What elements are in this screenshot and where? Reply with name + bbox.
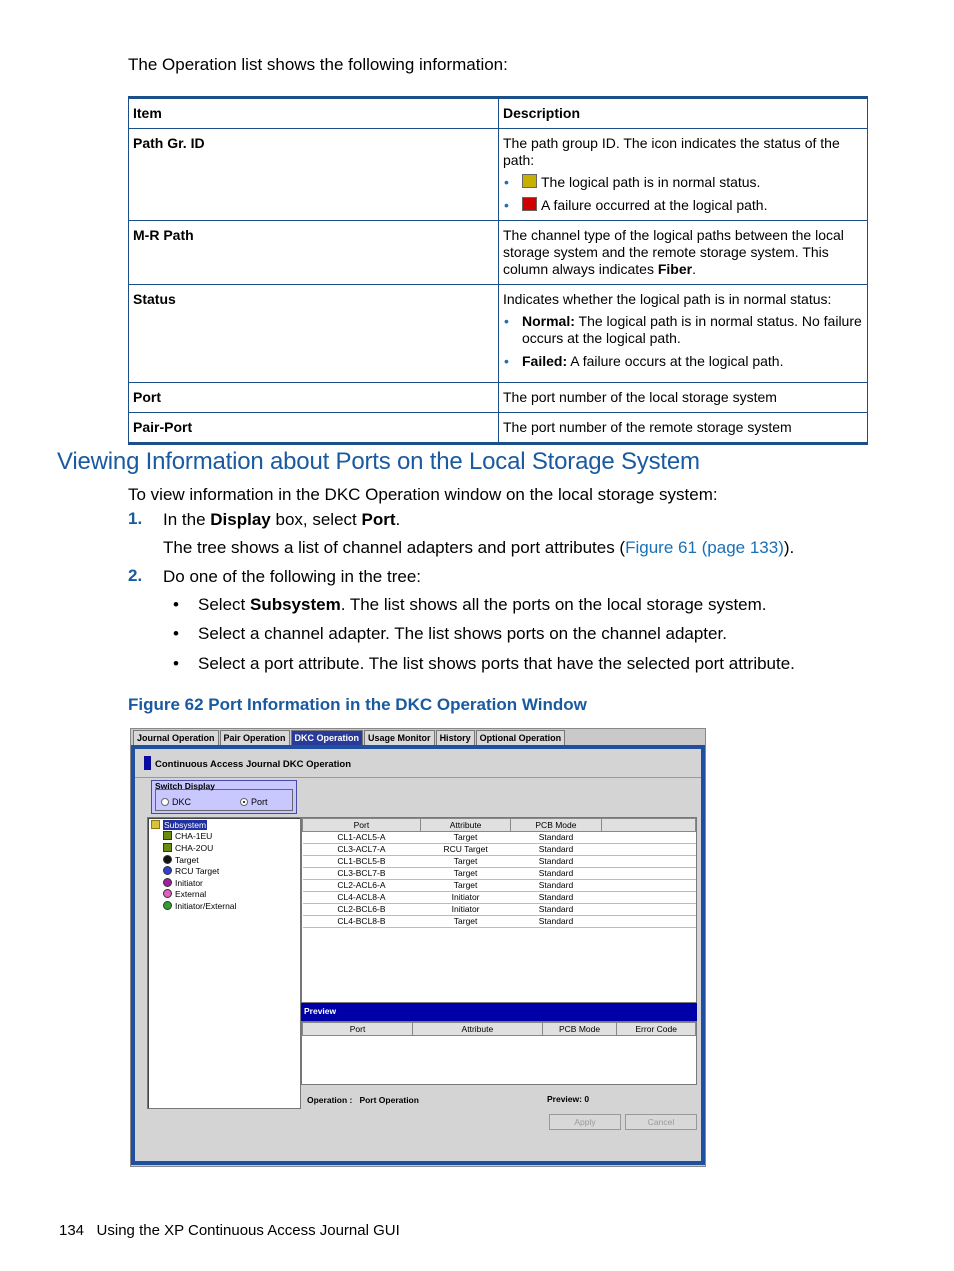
description-bold: Fiber xyxy=(657,261,693,277)
step-2-text: Do one of the following in the tree: xyxy=(163,567,421,586)
bullet-bold: Failed: xyxy=(522,353,568,369)
preview-list xyxy=(301,1021,697,1085)
target-icon xyxy=(163,855,172,864)
row-description xyxy=(499,285,868,383)
bullet-subsystem: Select Subsystem. The list shows all the ports on the local storage system. xyxy=(198,595,767,614)
step-1-text: In the Display box, select Port. xyxy=(163,510,401,529)
rcu-target-icon xyxy=(163,866,172,875)
bullet-text: A failure occurs at the logical path. xyxy=(570,353,784,369)
intro-text: The Operation list shows the following information: xyxy=(128,55,508,74)
window-tabs xyxy=(133,730,566,746)
bullet-list xyxy=(503,174,863,214)
tab-history[interactable]: History xyxy=(436,730,475,745)
bullet-list xyxy=(503,313,863,370)
list-item xyxy=(503,313,863,347)
tab-optional-operation[interactable]: Optional Operation xyxy=(476,730,566,745)
table-row[interactable]: CL1-BCL5-B Target Standard xyxy=(303,856,696,868)
preview-table-header xyxy=(303,1023,696,1036)
tree-item-target[interactable]: Target xyxy=(163,855,199,866)
table-header-row xyxy=(129,98,868,129)
bullet-marker: • xyxy=(173,654,179,673)
dkc-operation-window xyxy=(130,728,706,1167)
step-2-number: 2. xyxy=(128,566,143,585)
row-item: Port xyxy=(129,383,499,413)
figure-caption: Figure 62 Port Information in the DKC Operation Window xyxy=(128,695,587,714)
table-row[interactable]: CL2-ACL6-A Target Standard xyxy=(303,880,696,892)
port-tree xyxy=(147,817,301,1109)
header-description: Description xyxy=(499,98,868,129)
tree-item-cha-1eu[interactable]: CHA-1EU xyxy=(163,831,212,842)
row-item: Path Gr. ID xyxy=(129,129,499,221)
channel-adapter-icon xyxy=(163,843,172,852)
figure-61-link[interactable]: Figure 61 (page 133) xyxy=(625,538,784,557)
external-icon xyxy=(163,889,172,898)
bullet-marker: • xyxy=(173,595,179,614)
radio-dkc[interactable]: DKC xyxy=(161,797,191,807)
column-blank xyxy=(601,819,695,832)
description-text: Indicates whether the logical path is in normal status: xyxy=(503,291,832,307)
tree-item-external[interactable]: External xyxy=(163,889,206,900)
radio-dot xyxy=(161,798,169,806)
page-number: 134 xyxy=(59,1222,85,1239)
steps-intro: To view information in the DKC Operation window on the local storage system: xyxy=(128,485,718,504)
divider xyxy=(135,777,701,778)
bullet-marker: • xyxy=(173,624,179,643)
column-port[interactable]: Port xyxy=(303,819,421,832)
cancel-button[interactable]: Cancel xyxy=(625,1114,697,1130)
page-footer xyxy=(59,1222,400,1239)
tree-item-subsystem[interactable]: Subsystem xyxy=(151,820,207,831)
title-marker-icon xyxy=(144,756,151,770)
operation-status: Operation : Port Operation xyxy=(307,1095,419,1105)
switch-display-group xyxy=(151,780,297,814)
table-row[interactable]: CL4-BCL8-B Target Standard xyxy=(303,916,696,928)
table-row[interactable]: CL4-ACL8-A Initiator Standard xyxy=(303,892,696,904)
column-port[interactable]: Port xyxy=(303,1023,413,1036)
initiator-icon xyxy=(163,878,172,887)
table-row xyxy=(129,285,868,383)
row-description: The port number of the local storage system xyxy=(499,383,868,413)
table-row xyxy=(129,221,868,285)
description-text: The path group ID. The icon indicates the status of the path: xyxy=(503,135,840,168)
description-end: . xyxy=(692,261,696,277)
column-pcb-mode[interactable]: PCB Mode xyxy=(511,819,601,832)
footer-text: Using the XP Continuous Access Journal GUI xyxy=(96,1222,400,1239)
window-body xyxy=(131,745,705,1165)
list-item xyxy=(503,353,863,370)
radio-port[interactable]: Port xyxy=(240,797,268,807)
tab-dkc-operation[interactable]: DKC Operation xyxy=(291,730,364,746)
table-row xyxy=(129,383,868,413)
table-row xyxy=(129,413,868,444)
path-normal-icon xyxy=(522,174,537,188)
table-row[interactable]: CL1-ACL5-A Target Standard xyxy=(303,832,696,844)
bullet-text: The logical path is in normal status. xyxy=(541,174,761,190)
tree-item-rcu-target[interactable]: RCU Target xyxy=(163,866,219,877)
table-row[interactable]: CL2-BCL6-B Initiator Standard xyxy=(303,904,696,916)
tree-item-initiator[interactable]: Initiator xyxy=(163,878,203,889)
port-table xyxy=(302,818,696,928)
initiator-external-icon xyxy=(163,901,172,910)
section-title: Viewing Information about Ports on the Local Storage System xyxy=(57,448,700,475)
tab-journal-operation[interactable]: Journal Operation xyxy=(133,730,219,745)
bullet-channel-adapter: Select a channel adapter. The list shows ports on the channel adapter. xyxy=(198,624,727,643)
table-row[interactable]: CL3-BCL7-B Target Standard xyxy=(303,868,696,880)
window-title: Continuous Access Journal DKC Operation xyxy=(155,759,352,770)
preview-header: Preview xyxy=(301,1003,697,1021)
column-error-code[interactable]: Error Code xyxy=(617,1023,696,1036)
port-table-header xyxy=(303,819,696,832)
row-description xyxy=(499,221,868,285)
preview-count: Preview: 0 xyxy=(547,1094,590,1104)
preview-table xyxy=(302,1022,696,1036)
list-item xyxy=(503,197,863,214)
row-item: Pair-Port xyxy=(129,413,499,444)
bullet-port-attribute: Select a port attribute. The list shows ports that have the selected port attribute. xyxy=(198,654,795,673)
tree-item-cha-2ou[interactable]: CHA-2OU xyxy=(163,843,213,854)
tab-usage-monitor[interactable]: Usage Monitor xyxy=(364,730,435,745)
switch-box xyxy=(155,789,293,811)
column-pcb-mode[interactable]: PCB Mode xyxy=(542,1023,617,1036)
row-description: The port number of the remote storage system xyxy=(499,413,868,444)
column-attribute[interactable]: Attribute xyxy=(413,1023,543,1036)
bullet-text: A failure occurred at the logical path. xyxy=(541,197,768,213)
header-item: Item xyxy=(129,98,499,129)
path-failure-icon xyxy=(522,197,537,211)
operation-list-table xyxy=(128,96,868,445)
subsystem-icon xyxy=(151,820,160,829)
list-item xyxy=(503,174,863,191)
apply-button[interactable]: Apply xyxy=(549,1114,621,1130)
bullet-text: The logical path is in normal status. No failure occurs at the logical path. xyxy=(522,313,862,346)
row-item: M-R Path xyxy=(129,221,499,285)
bullet-bold: Normal: xyxy=(522,313,575,329)
table-row xyxy=(129,129,868,221)
channel-adapter-icon xyxy=(163,831,172,840)
step-1-subtext: The tree shows a list of channel adapters and port attributes (Figure 61 (page 133)). xyxy=(163,538,795,557)
switch-display-legend: Switch Display xyxy=(155,781,215,791)
port-list xyxy=(301,817,697,1003)
table-row[interactable]: CL3-ACL7-A RCU Target Standard xyxy=(303,844,696,856)
tab-pair-operation[interactable]: Pair Operation xyxy=(220,730,290,745)
description-text: The channel type of the logical paths between the local storage system and the remote storage system. This column always indicates xyxy=(503,227,844,277)
row-description xyxy=(499,129,868,221)
step-1-number: 1. xyxy=(128,509,143,528)
row-item: Status xyxy=(129,285,499,383)
column-attribute[interactable]: Attribute xyxy=(420,819,510,832)
tree-item-initiator-external[interactable]: Initiator/External xyxy=(163,901,236,912)
radio-dot-selected xyxy=(240,798,248,806)
